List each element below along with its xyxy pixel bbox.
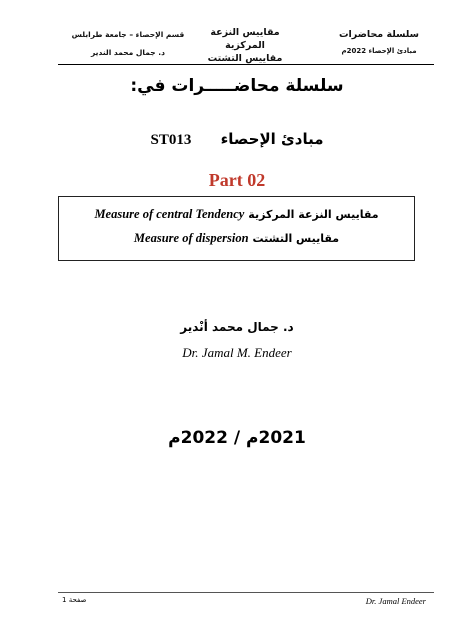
topic-2-english: Measure of dispersion	[133, 231, 249, 245]
header-topic-1: مقاييس النزعة المركزية	[210, 27, 280, 51]
header-series-title: سلسلة محاضرات	[338, 29, 420, 40]
course-code: ST013	[150, 132, 192, 148]
topic-2-arabic: مقاييس التشتت	[252, 232, 340, 245]
footer-author: Dr. Jamal Endeer	[365, 596, 426, 606]
topic-row-1	[59, 206, 414, 222]
topics-box	[58, 196, 415, 261]
part-label: Part 02	[208, 170, 266, 190]
header-divider	[58, 64, 434, 65]
topic-1-arabic: مقاييس النزعة المركزية	[248, 208, 379, 221]
topic-row-2	[59, 230, 414, 246]
course-title	[0, 130, 474, 149]
header-topics	[190, 26, 300, 65]
author-name-arabic: د. جمال محمد أنْدير	[180, 320, 294, 334]
header-department	[68, 26, 188, 62]
header-course-info	[324, 26, 434, 60]
academic-years: 2021م / 2022م	[168, 428, 306, 448]
footer-divider	[58, 592, 434, 593]
author-name-english: Dr. Jamal M. Endeer	[182, 345, 292, 360]
header-topic-2: مقاييس التشتت	[207, 53, 283, 64]
topic-1-english: Measure of central Tendency	[94, 207, 245, 221]
series-title: سلسلة محاضـــــرات في:	[130, 76, 344, 96]
footer-page-number: صفحة 1	[62, 596, 87, 604]
course-name: مبادئ الإحصاء	[220, 130, 324, 148]
header-course-year: مبادئ الإحصاء 2022م	[341, 47, 417, 55]
header-department-name: قسم الإحصاء – جامعة طرابلس	[71, 30, 185, 39]
header-author-name: د. جمال محمد الندير	[91, 48, 165, 57]
